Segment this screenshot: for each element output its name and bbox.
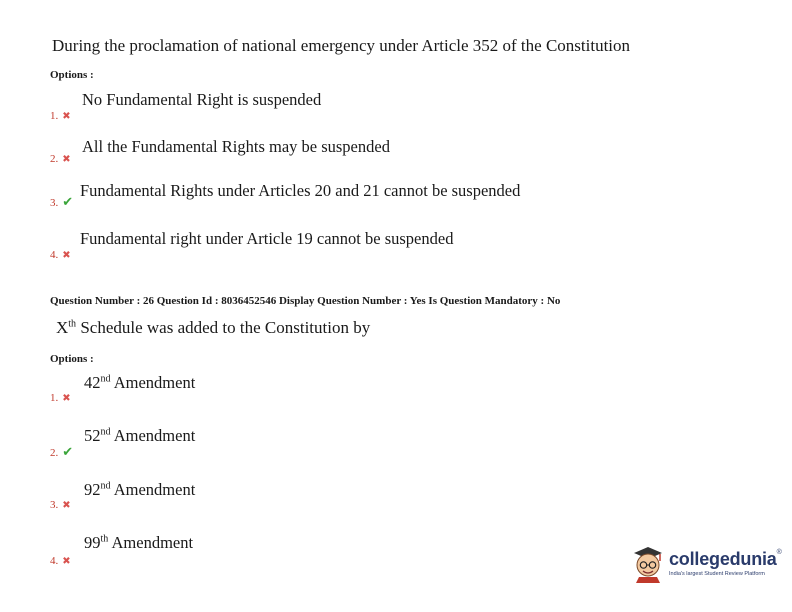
- option-number: [50, 106, 71, 124]
- option-rest: Amendment: [108, 533, 194, 552]
- option-text: [84, 480, 195, 500]
- option-number: [50, 443, 73, 461]
- student-mascot-icon: [630, 543, 666, 583]
- option-text: [84, 426, 195, 446]
- question-meta: Question Number : 26 Question Id : 8036452546 Display Question Number : Yes Is Question Mandatory : No: [50, 295, 561, 307]
- check-mark-icon: ✔: [62, 194, 74, 209]
- option-number-label: 3.: [50, 499, 59, 511]
- cross-mark-icon: ✖: [62, 556, 71, 567]
- question-1-text: During the proclamation of national emergency under Article 352 of the Constitution: [52, 36, 631, 55]
- cross-mark-icon: ✖: [62, 250, 71, 261]
- option-superscript: th: [100, 533, 109, 545]
- option-superscript: nd: [100, 426, 111, 438]
- option-base: 92: [84, 480, 101, 499]
- option-number: [50, 495, 71, 513]
- brand-name: collegedunia: [669, 549, 777, 569]
- question-2-text: [56, 318, 370, 338]
- option-number: [50, 551, 71, 569]
- option-number: [50, 388, 71, 406]
- option-number-label: 4.: [50, 555, 59, 567]
- cross-mark-icon: ✖: [62, 393, 71, 404]
- option-rest: Amendment: [110, 373, 196, 392]
- question-2-text-post: Schedule was added to the Constitution by: [76, 318, 371, 337]
- question-2-text-pre: X: [56, 318, 69, 337]
- option-base: 52: [84, 426, 101, 445]
- option-rest: Amendment: [110, 480, 196, 499]
- option-rest: Amendment: [110, 426, 196, 445]
- cross-mark-icon: ✖: [62, 154, 71, 165]
- option-base: 42: [84, 373, 101, 392]
- option-base: 99: [84, 533, 101, 552]
- option-superscript: nd: [100, 480, 111, 492]
- option-text: No Fundamental Right is suspended: [82, 90, 322, 109]
- option-text: Fundamental Rights under Articles 20 and 21 cannot be suspended: [80, 181, 521, 200]
- options-label: Options :: [50, 353, 94, 365]
- option-number: [50, 149, 71, 167]
- option-number-label: 1.: [50, 110, 59, 122]
- option-superscript: nd: [100, 373, 111, 385]
- option-number-label: 1.: [50, 392, 59, 404]
- option-number-label: 4.: [50, 249, 59, 261]
- option-number: [50, 245, 71, 263]
- option-text: [84, 533, 193, 553]
- option-number-label: 2.: [50, 153, 59, 165]
- question-2-superscript: th: [68, 318, 77, 330]
- brand-tagline: India's largest Student Review Platform: [669, 571, 765, 577]
- option-number-label: 2.: [50, 447, 59, 459]
- option-text: Fundamental right under Article 19 cannot be suspended: [80, 229, 454, 248]
- option-text: [84, 373, 195, 393]
- options-label: Options :: [50, 69, 94, 81]
- check-mark-icon: ✔: [62, 444, 74, 459]
- option-number-label: 3.: [50, 197, 59, 209]
- trademark-symbol: ®: [776, 549, 782, 556]
- cross-mark-icon: ✖: [62, 111, 71, 122]
- option-text: All the Fundamental Rights may be suspended: [82, 137, 390, 156]
- collegedunia-logo: [630, 543, 782, 583]
- option-number: [50, 193, 73, 211]
- cross-mark-icon: ✖: [62, 500, 71, 511]
